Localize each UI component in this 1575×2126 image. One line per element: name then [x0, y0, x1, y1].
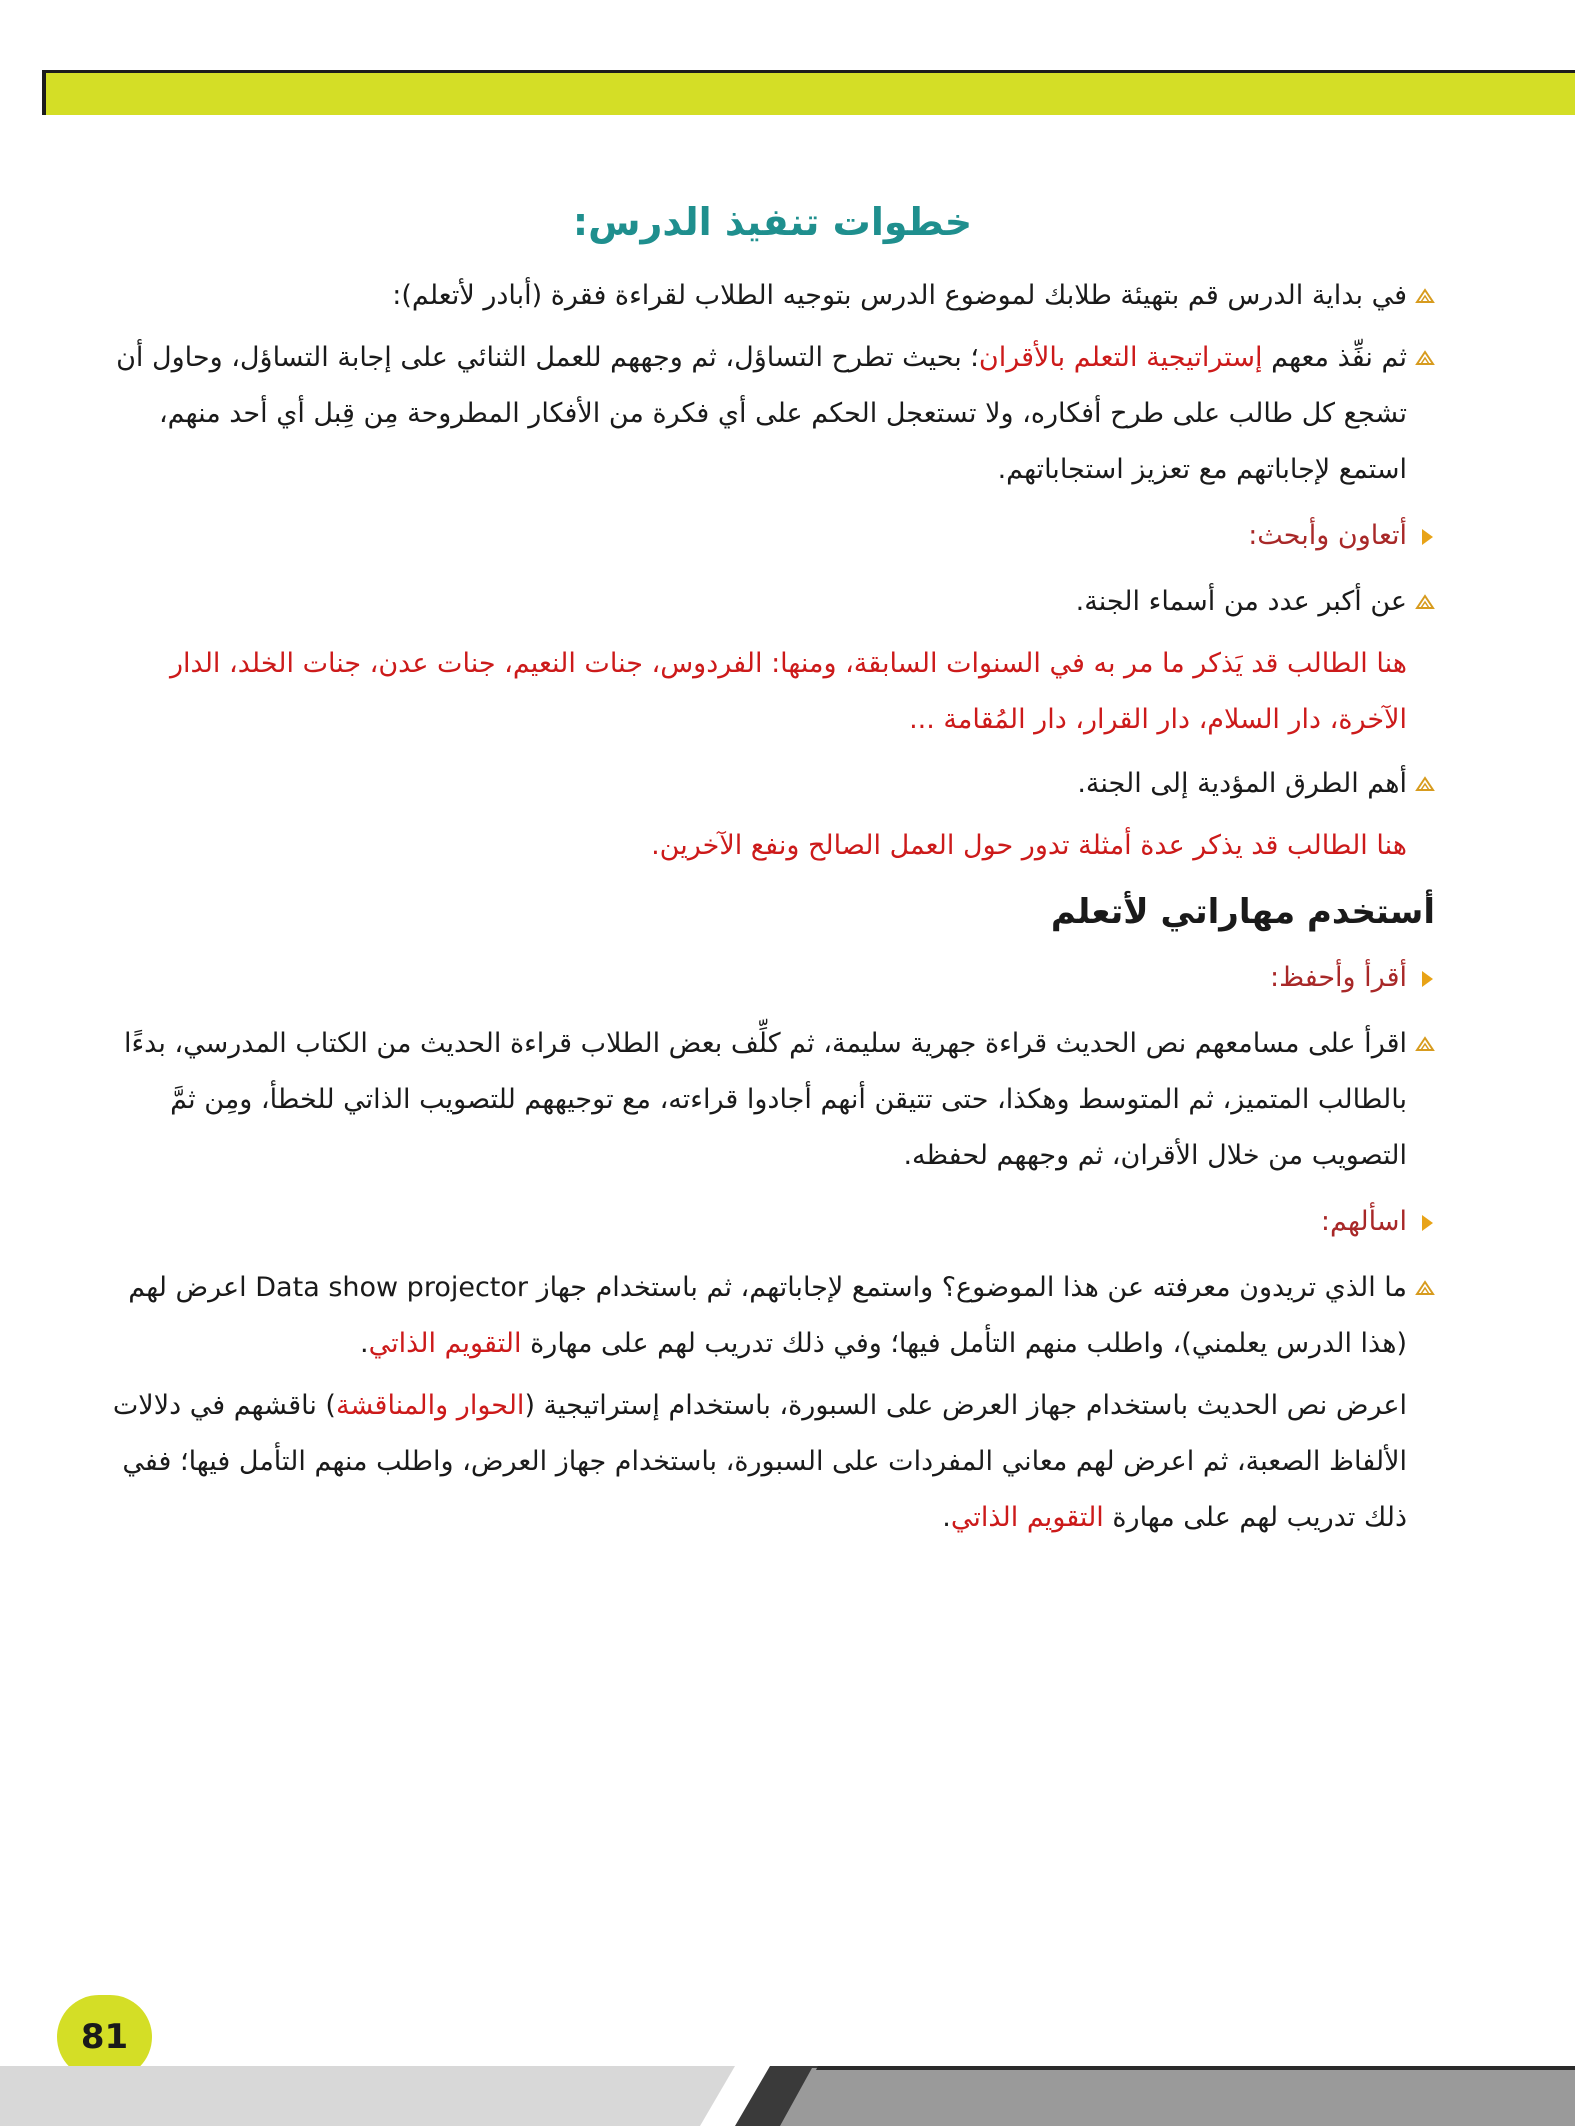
answer-1: هنا الطالب قد يَذكر ما مر به في السنوات السابقة، ومنها: الفردوس، جنات النعيم، جنات عدن، جنات الخلد، الدار الآخرة، دار السلام، دار القرار، دار المُقامة ...	[169, 648, 1407, 735]
show-skill: التقويم الذاتي	[950, 1502, 1104, 1533]
intro-text: في بداية الدرس قم بتهيئة طلابك لموضوع الدرس بتوجيه الطلاب لقراءة فقرة (أبادر لأتعلم):	[392, 280, 1407, 311]
triangle-bullet-icon	[1422, 529, 1433, 545]
top-accent-bar	[42, 70, 1575, 115]
book-bullet-icon	[1415, 286, 1435, 306]
triangle-bullet-icon	[1422, 1215, 1433, 1231]
answer-2: هنا الطالب قد يذكر عدة أمثلة تدور حول العمل الصالح ونفع الآخرين.	[651, 830, 1407, 861]
cooperate-title: أتعاون وأبحث:	[1248, 520, 1407, 551]
skills-heading: أستخدم مهاراتي لأتعلم	[1050, 892, 1435, 932]
page-number: 81	[80, 2017, 129, 2057]
peer-strategy-link: إستراتيجية التعلم بالأقران	[978, 342, 1263, 373]
question-1	[110, 574, 1435, 630]
ask-title: اسألهم:	[1320, 1206, 1407, 1237]
ask-text-before: ما الذي تريدون معرفته عن هذا الموضوع؟ واستمع لإجاباتهم، ثم باستخدام جهاز Data show projector اعرض لهم (هذا الدرس يعلمني)، واطلب منهم التأمل فيها؛ وفي ذلك تدريب لهم على مهارة	[128, 1272, 1407, 1359]
book-bullet-icon	[1415, 774, 1435, 794]
question-2	[110, 756, 1435, 812]
page-content	[110, 200, 1435, 1546]
show-text-middle: ) ناقشهم في دلالات الألفاظ الصعبة، ثم اعرض لهم معاني المفردات على السبورة، باستخدام جهاز العرض، واطلب منهم التأمل فيها؛ ففي ذلك تدريب لهم على مهارة	[112, 1390, 1407, 1533]
intro-paragraph	[110, 268, 1435, 324]
lesson-steps-heading: خطوات تنفيذ الدرس:	[572, 200, 973, 244]
question-1-text: عن أكبر عدد من أسماء الجنة.	[1075, 586, 1407, 617]
show-text-before: اعرض نص الحديث باستخدام جهاز العرض على السبورة، باستخدام إستراتيجية (	[524, 1390, 1407, 1421]
ask-heading	[110, 1194, 1435, 1250]
book-bullet-icon	[1415, 348, 1435, 368]
book-bullet-icon	[1415, 1278, 1435, 1298]
book-bullet-icon	[1415, 1034, 1435, 1054]
peer-text-after: ؛ بحيث تطرح التساؤل، ثم وجههم للعمل الثنائي على إجابة التساؤل، وحاول أن تشجع كل طالب على طرح أفكاره، ولا تستعجل الحكم على أي فكرة من الأفكار المطروحة مِن قِبل أي أحد منهم، استمع لإجاباتهم مع تعزيز استجاباتهم.	[116, 342, 1407, 485]
show-paragraph	[110, 1378, 1435, 1546]
read-heading	[110, 950, 1435, 1006]
cooperate-heading	[110, 508, 1435, 564]
triangle-bullet-icon	[1422, 971, 1433, 987]
ask-paragraph	[110, 1260, 1435, 1372]
ask-text-after: .	[359, 1328, 369, 1359]
read-text: اقرأ على مسامعهم نص الحديث قراءة جهرية سليمة، ثم كلِّف بعض الطلاب قراءة الحديث من الكتاب المدرسي، بدءًا بالطالب المتميز، ثم المتوسط وهكذا، حتى تتيقن أنهم أجادوا قراءته، مع توجيههم للتصويب الذاتي للخطأ، ومِن ثمَّ التصويب من خلال الأقران، ثم وجههم لحفظه.	[123, 1028, 1407, 1171]
bottom-decorative-stripes	[0, 2060, 1575, 2126]
ask-skill: التقويم الذاتي	[368, 1328, 522, 1359]
peer-text-before: ثم نفِّذ معهم	[1262, 342, 1407, 373]
read-paragraph	[110, 1016, 1435, 1184]
show-text-after: .	[942, 1502, 951, 1533]
book-bullet-icon	[1415, 592, 1435, 612]
peer-paragraph	[110, 330, 1435, 498]
show-strategy: الحوار والمناقشة	[335, 1390, 525, 1421]
question-2-text: أهم الطرق المؤدية إلى الجنة.	[1077, 768, 1407, 799]
read-title: أقرأ وأحفظ:	[1269, 962, 1407, 993]
